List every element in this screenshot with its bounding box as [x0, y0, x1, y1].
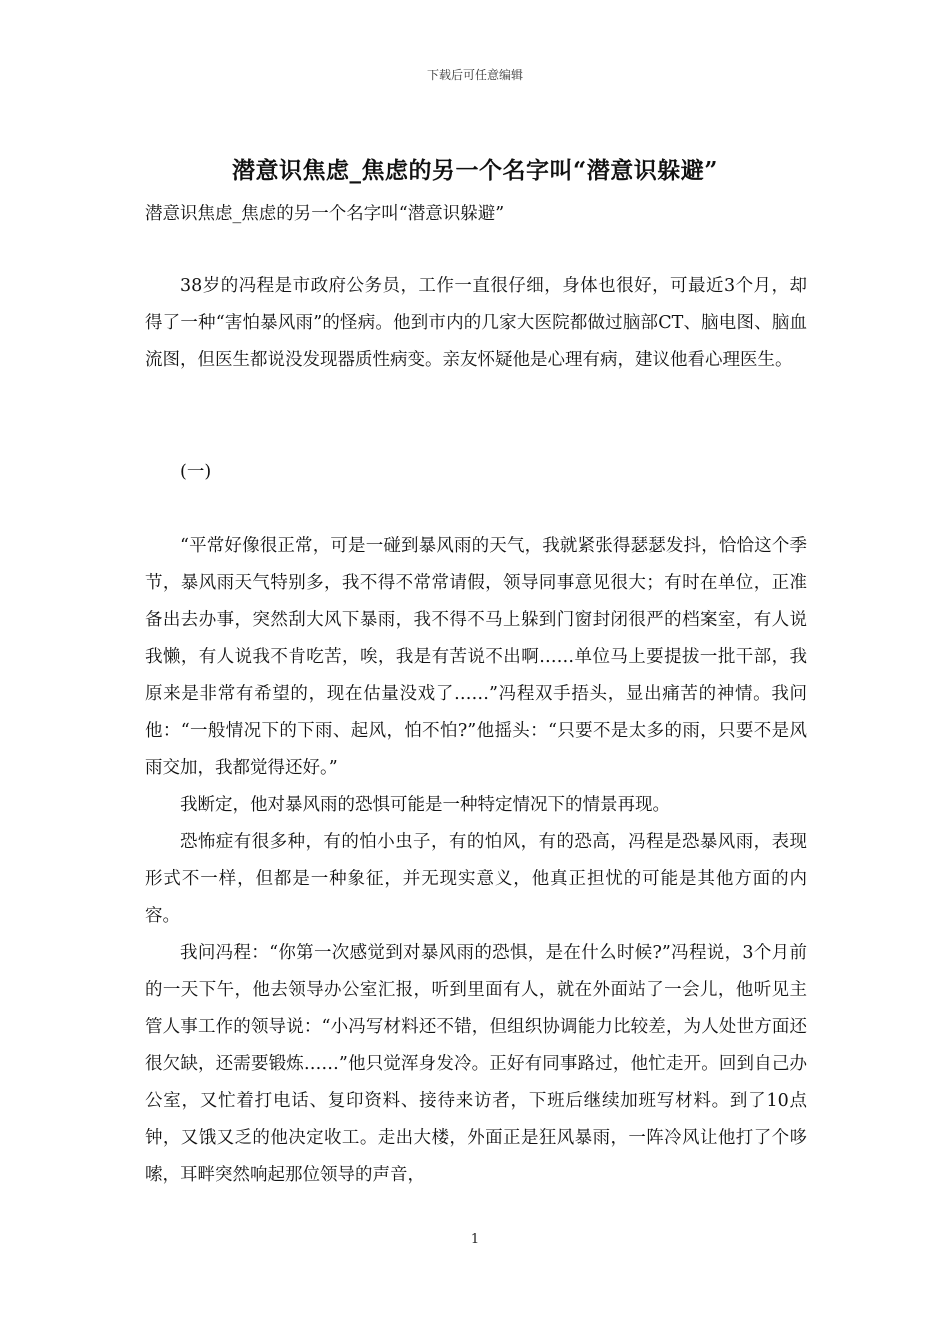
page-number: 1	[470, 1232, 480, 1247]
body-paragraph: 我问冯程：“你第一次感觉到对暴风雨的恐惧，是在什么时候?”冯程说，3个月前的一天下午，他去领导办公室汇报，听到里面有人，就在外面站了一会儿，他听见主管人事工作的领导说：“小冯写材料还不错，但组织协调能力比较差，为人处世方面还很欠缺，还需要锻炼……”他只觉浑身发冷。正好有同事路过，他忙走开。回到自己办公室，又忙着打电话、复印资料、接待来访者，下班后继续加班写材料。到了10点钟，又饿又乏的他决定收工。走出大楼，外面正是狂风暴雨，一阵冷风让他打了个哆嗦，耳畔突然响起那位领导的声音，	[145, 943, 807, 1185]
body-paragraph: 恐怖症有很多种，有的怕小虫子，有的怕风，有的恐高，冯程是恐暴风雨，表现形式不一样，但都是一种象征，并无现实意义，他真正担忧的可能是其他方面的内容。	[145, 832, 807, 926]
body-paragraph: 我断定，他对暴风雨的恐惧可能是一种特定情况下的情景再现。	[180, 795, 670, 815]
body-paragraph: 38岁的冯程是市政府公务员，工作一直很仔细，身体也很好，可最近3个月，却得了一种“害怕暴风雨”的怪病。他到市内的几家大医院都做过脑部CT、脑电图、脑血流图，但医生都说没发现器质性病变。亲友怀疑他是心理有病，建议他看心理医生。	[145, 276, 807, 370]
document-subtitle: 潜意识焦虑_焦虑的另一个名字叫“潜意识躲避”	[145, 204, 505, 224]
document-title: 潜意识焦虑_焦虑的另一个名字叫“潜意识躲避”	[232, 157, 718, 184]
header-note: 下载后可任意编辑	[426, 68, 523, 82]
body-paragraph: “平常好像很正常，可是一碰到暴风雨的天气，我就紧张得瑟瑟发抖，恰恰这个季节，暴风雨天气特别多，我不得不常常请假，领导同事意见很大；有时在单位，正准备出去办事，突然刮大风下暴雨，我不得不马上躲到门窗封闭很严的档案室，有人说我懒，有人说我不肯吃苦，唉，我是有苦说不出啊……单位马上要提拔一批干部，我原来是非常有希望的，现在估量没戏了……”冯程双手捂头，显出痛苦的神情。我问他：“一般情况下的下雨、起风，怕不怕?”他摇头：“只要不是太多的雨，只要不是风雨交加，我都觉得还好。”	[145, 536, 807, 778]
section-marker: (一)	[180, 462, 212, 482]
